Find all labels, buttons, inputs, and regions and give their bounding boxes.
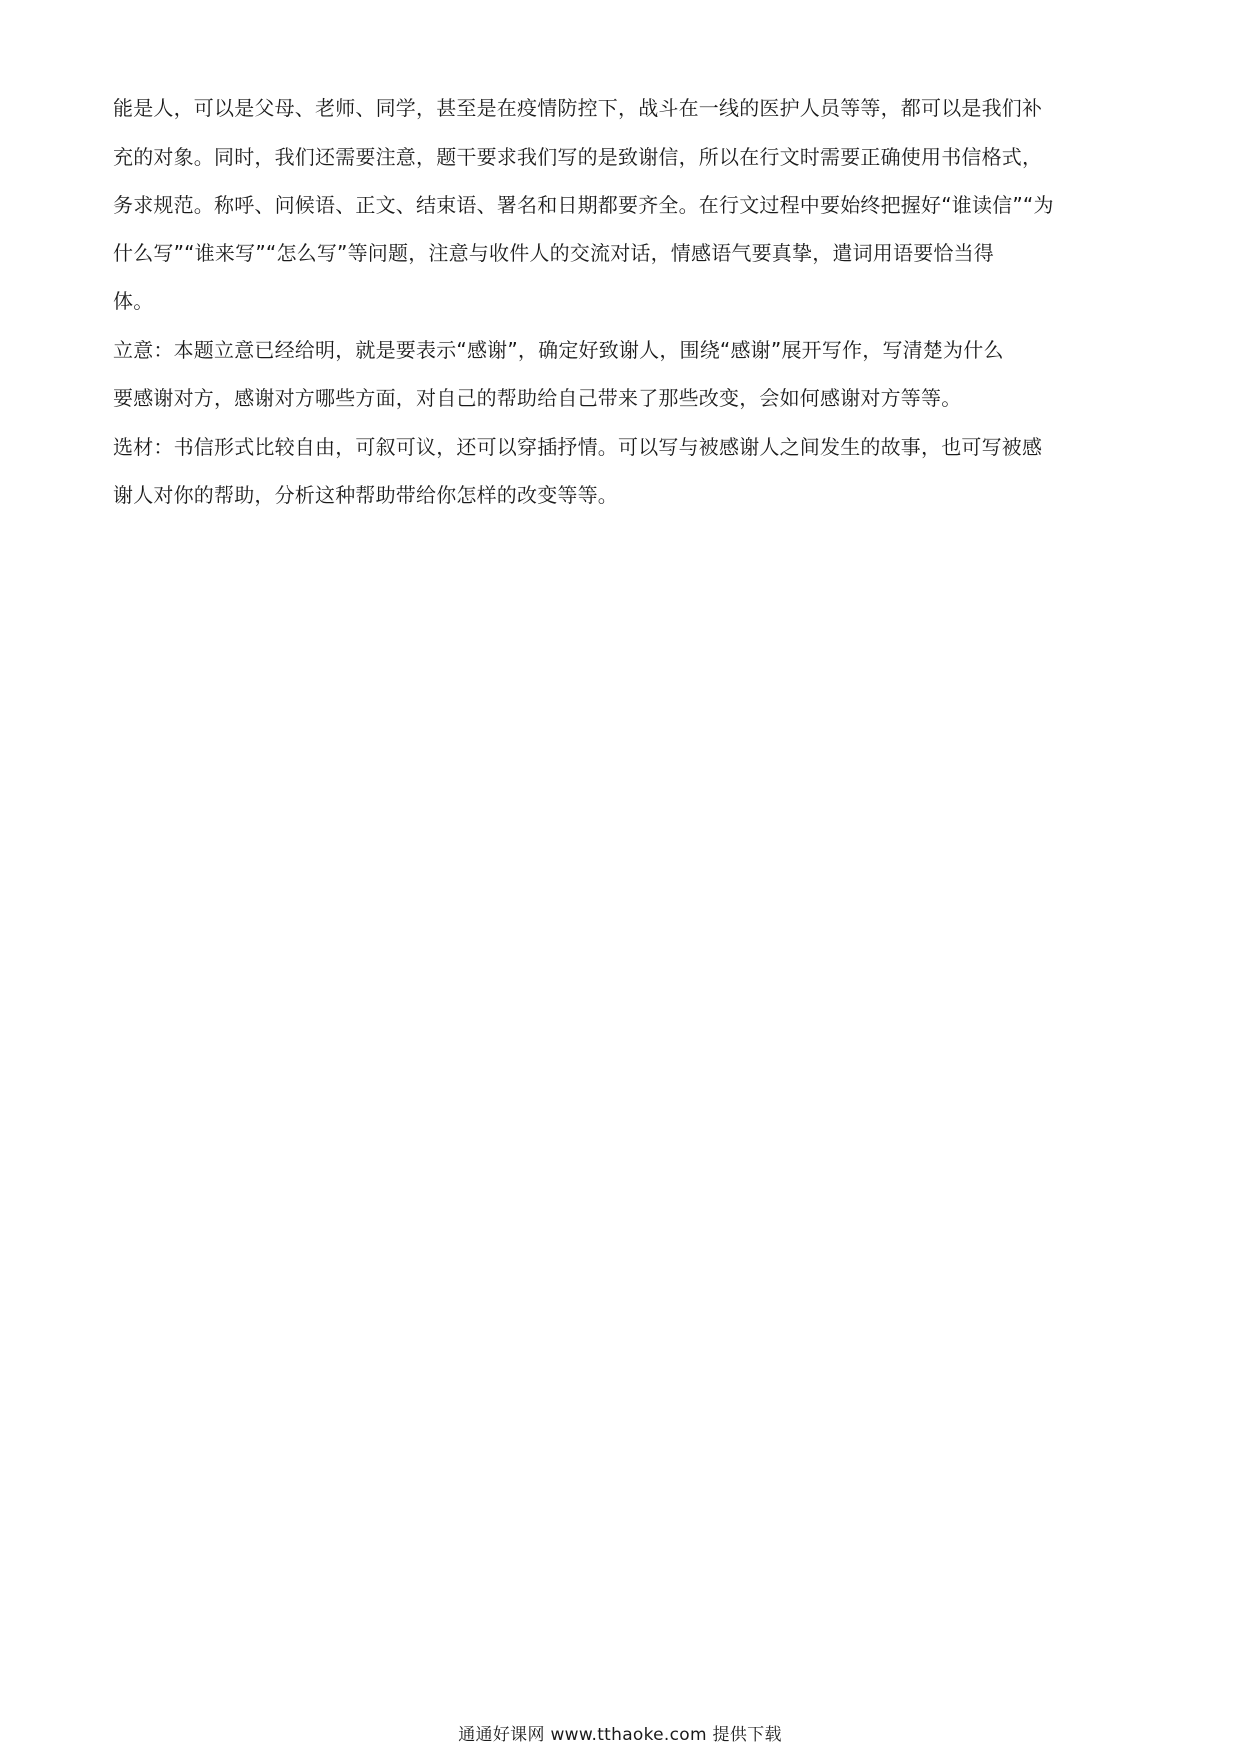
text-line-material: 选材：书信形式比较自由，可叙可议，还可以穿插抒情。可以写与被感谢人之间发生的故事，也可写被感 [113,435,1043,459]
text-line-theme: 立意：本题立意已经给明，就是要表示“感谢”，确定好致谢人，围绕“感谢”展开写作，写清楚为什么 [113,338,1004,362]
text-line: 务求规范。称呼、问候语、正文、结束语、署名和日期都要齐全。在行文过程中要始终把握好“谁读信”“为 [113,193,1054,217]
answer-analysis-text [113,98,1128,505]
text-line: 什么写”“谁来写”“怎么写”等问题，注意与收件人的交流对话，情感语气要真挚，遣词用语要恰当得 [113,241,995,265]
page-footer: 通通好课网 www.tthaoke.com 提供下载 [458,1725,782,1745]
text-line: 要感谢对方，感谢对方哪些方面，对自己的帮助给自己带来了那些改变，会如何感谢对方等等。 [113,386,962,410]
text-line: 体。 [113,289,154,313]
text-line: 能是人，可以是父母、老师、同学，甚至是在疫情防控下，战斗在一线的医护人员等等，都可以是我们补 [113,96,1043,120]
text-line: 谢人对你的帮助，分析这种帮助带给你怎样的改变等等。 [113,483,618,507]
text-line: 充的对象。同时，我们还需要注意，题干要求我们写的是致谢信，所以在行文时需要正确使用书信格式， [113,145,1043,169]
